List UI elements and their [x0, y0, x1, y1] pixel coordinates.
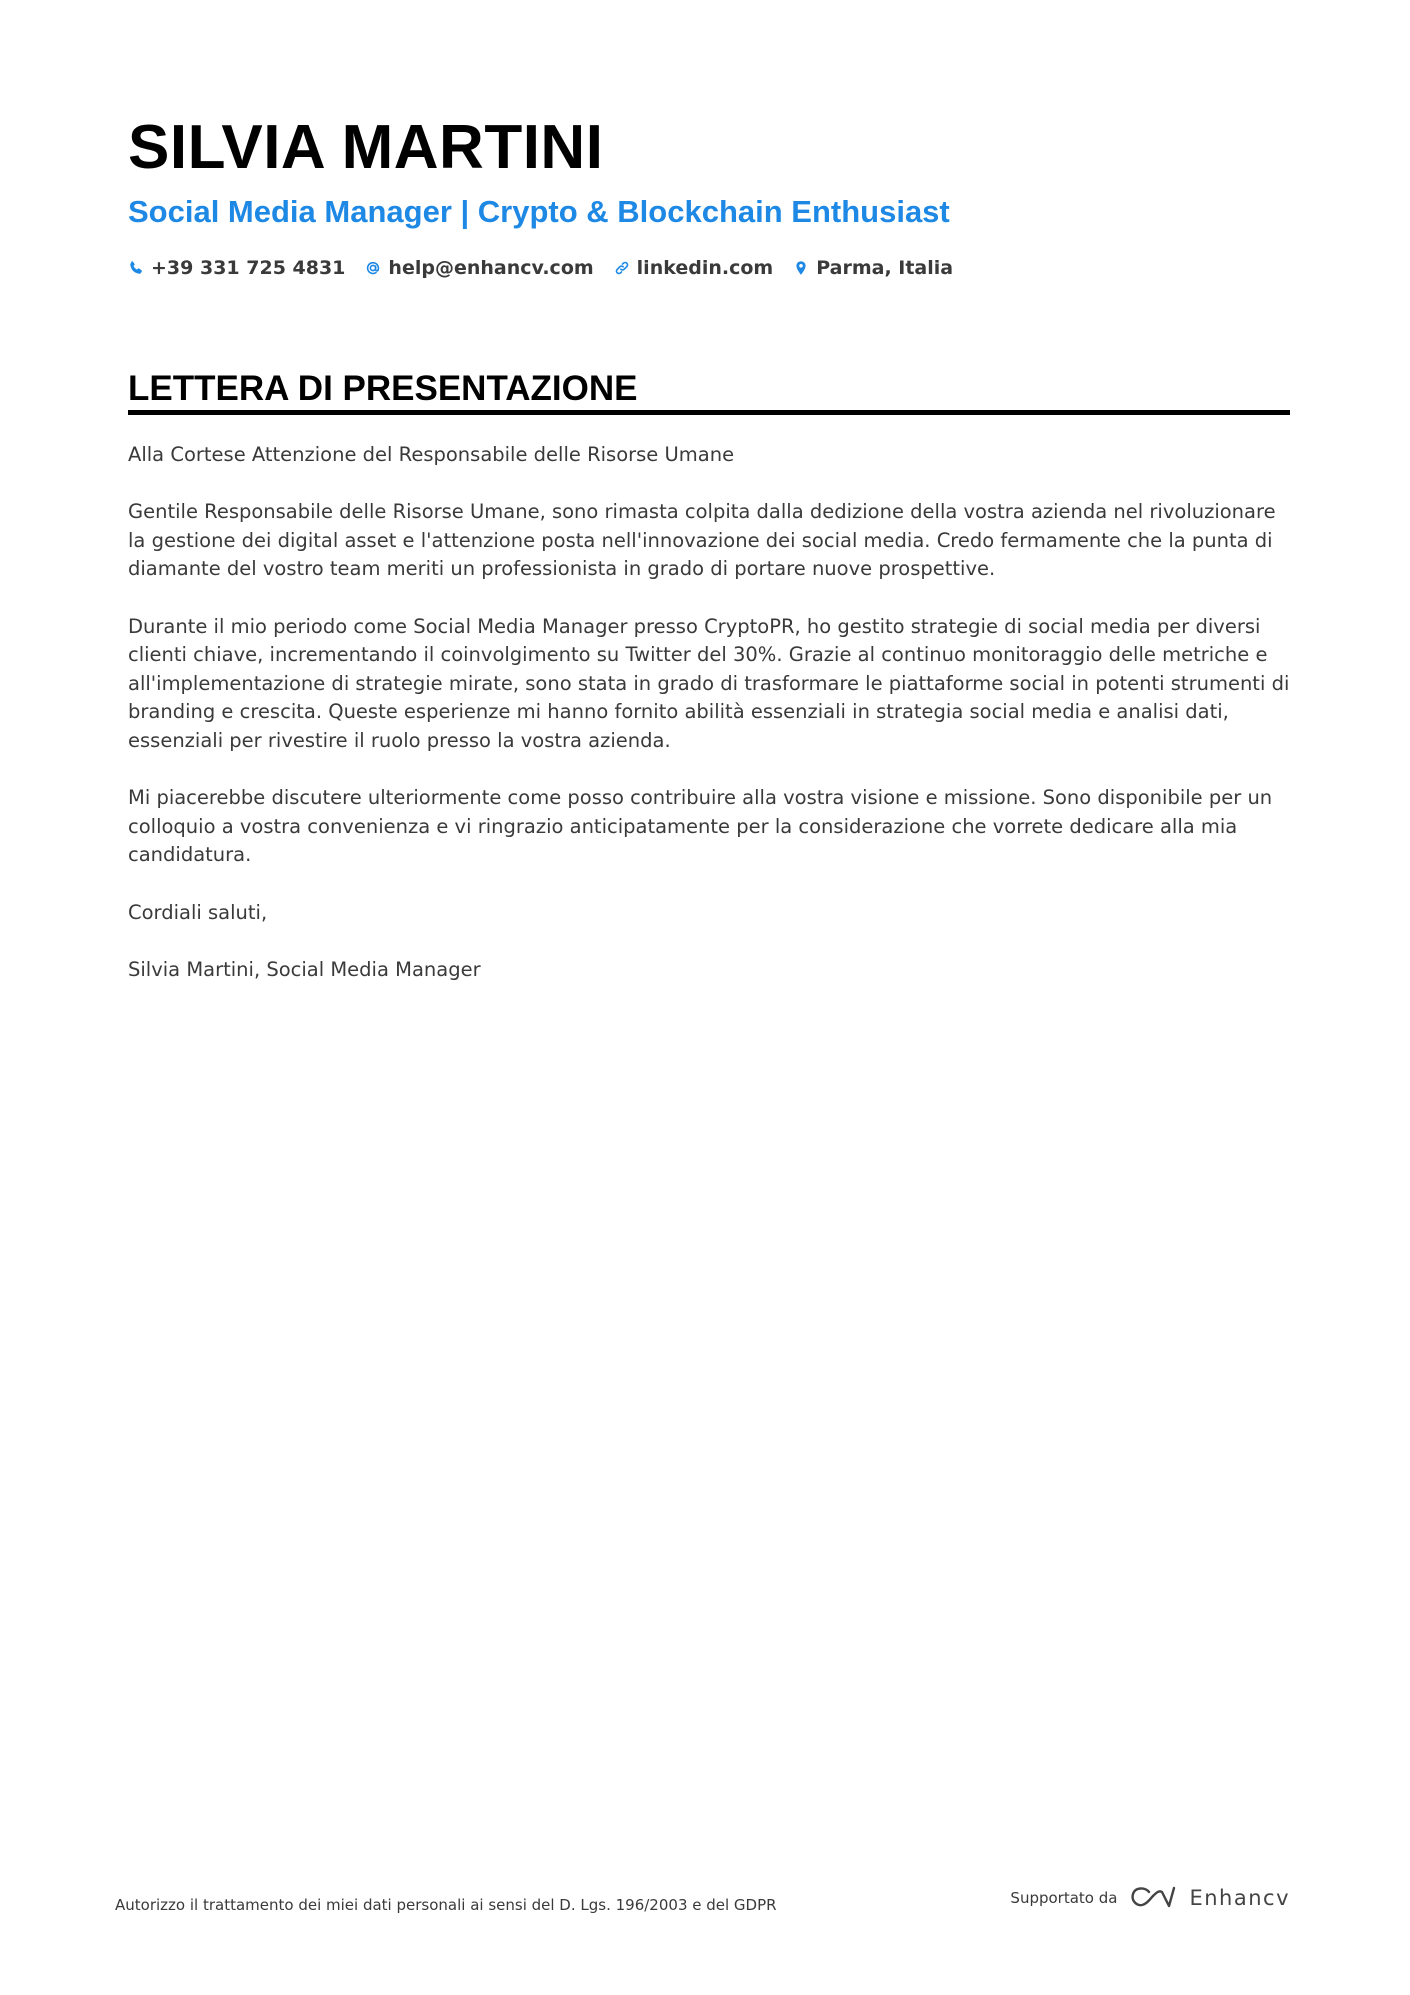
contact-email-text[interactable]: help@enhancv.com	[388, 257, 594, 279]
letter-paragraph: Durante il mio periodo come Social Media Manager presso CryptoPR, ho gestito strategie di social media per diversi clienti chiave, incrementando il coinvolgimento su Twitter del 30%. Grazie al continuo monitoraggio delle metriche e all'implementazione di strategie mirate, sono stata in grado di trasformare le piattaforme social in potenti strumenti di branding e crescita. Queste esperienze mi hanno fornito abilità essenziali in strategia social media e analisi dati, essenziali per rivestire il ruolo presso la vostra azienda.	[128, 614, 1290, 752]
letter-body	[128, 441, 1290, 1013]
powered-by-label: Supportato da	[1010, 1889, 1118, 1907]
contact-linkedin-text[interactable]: linkedin.com	[636, 257, 774, 279]
candidate-headline: Social Media Manager | Crypto & Blockchain Enthusiast	[128, 194, 950, 229]
letter-paragraph: Gentile Responsabile delle Risorse Umane, sono rimasta colpita dalla dedizione della vostra azienda nel rivoluzionare la gestione dei digital asset e l'attenzione posta nell'innovazione dei social media. Credo fermamente che la punta di diamante del vostro team meriti un professionista in grado di portare nuove prospettive.	[128, 500, 1276, 581]
letter-salutation: Alla Cortese Attenzione del Responsabile delle Risorse Umane	[128, 443, 735, 466]
contact-location	[793, 253, 953, 283]
letter-signature: Silvia Martini, Social Media Manager	[128, 957, 481, 981]
contact-linkedin[interactable]	[614, 253, 774, 283]
contact-phone	[128, 253, 345, 283]
section-title: LETTERA DI PRESENTAZIONE	[128, 369, 638, 408]
section-divider	[128, 410, 1290, 415]
letter-paragraph: Mi piacerebbe discutere ulteriormente come posso contribuire alla vostra visione e missione. Sono disponibile per un colloquio a vostra convenienza e vi ringrazio anticipatamente per la considerazione che vorrete dedicare alla mia candidatura.	[128, 786, 1273, 867]
letter-closing: Cordiali saluti,	[128, 900, 268, 924]
phone-icon	[128, 260, 144, 276]
location-pin-icon	[793, 260, 809, 276]
at-icon	[365, 260, 381, 276]
candidate-name: SILVIA MARTINI	[128, 113, 604, 182]
contact-info	[128, 253, 973, 283]
powered-by[interactable]	[1010, 1884, 1290, 1912]
link-icon	[614, 260, 630, 276]
contact-email[interactable]	[365, 253, 593, 283]
brand-name: Enhancv	[1189, 1886, 1290, 1910]
contact-location-text: Parma, Italia	[816, 257, 954, 279]
privacy-consent: Autorizzo il trattamento dei miei dati personali ai sensi del D. Lgs. 196/2003 e del GDPR	[115, 1896, 777, 1914]
contact-phone-text: +39 331 725 4831	[151, 257, 346, 279]
enhancv-logo-icon	[1129, 1884, 1177, 1912]
